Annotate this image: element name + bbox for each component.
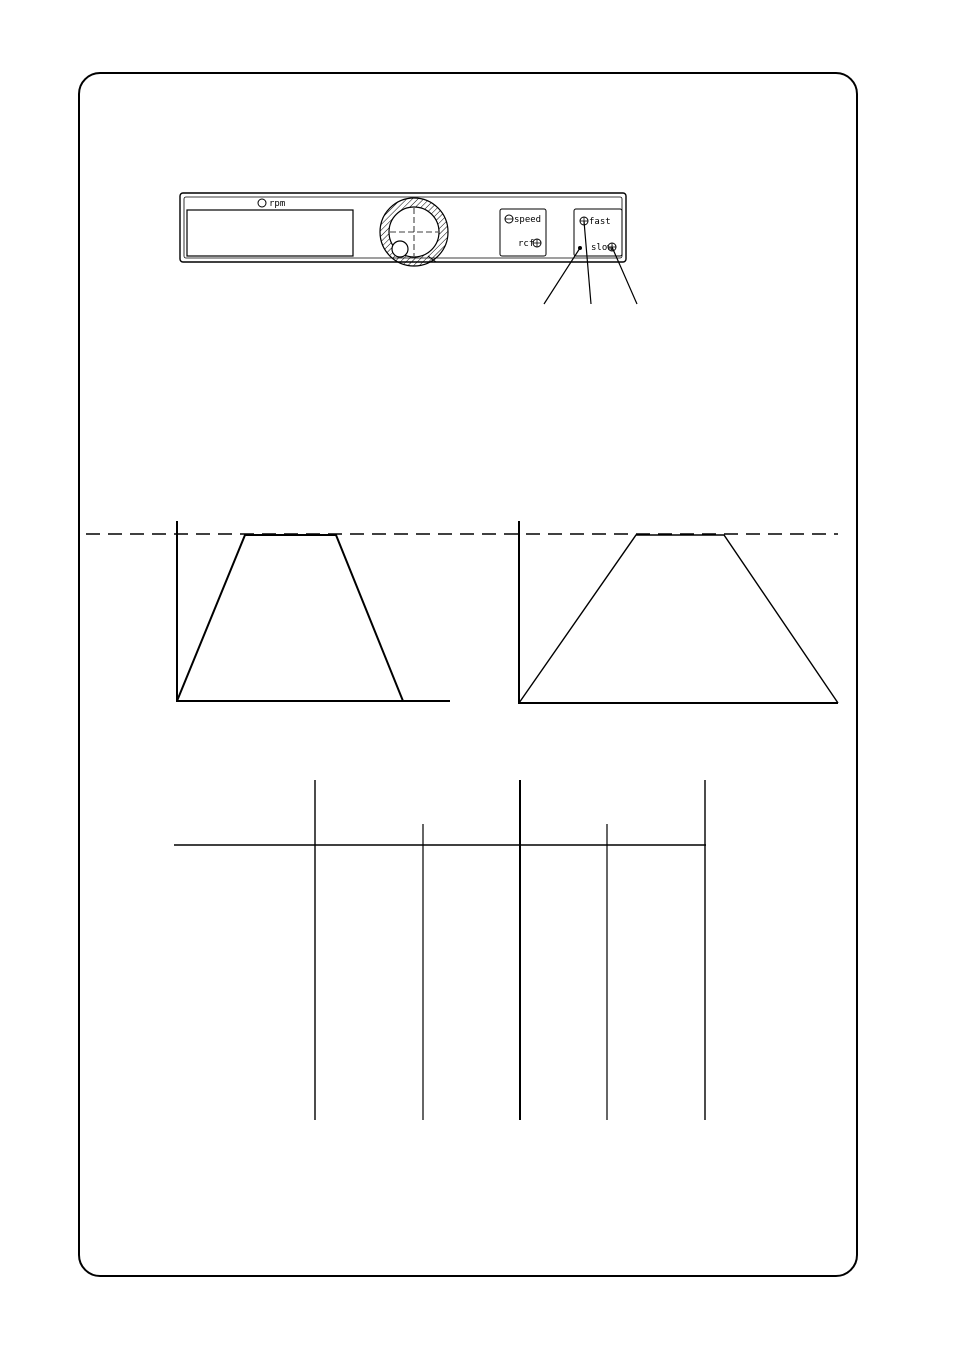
- display-window: [187, 210, 353, 256]
- rpm-indicator-icon: [258, 199, 266, 207]
- profile-fast: [177, 521, 450, 702]
- speed-label: speed: [514, 215, 542, 225]
- callout-line-led: [544, 248, 580, 304]
- slow-label: slow: [591, 243, 613, 253]
- callout-line-slow: [612, 247, 637, 304]
- rcf-label: rcf: [518, 239, 535, 249]
- speed-button[interactable]: [505, 215, 541, 225]
- control-panel: [180, 193, 637, 304]
- speed-knob[interactable]: [380, 198, 448, 266]
- profile-fast-curve: [177, 535, 403, 701]
- rcf-button[interactable]: [518, 239, 541, 249]
- knob-grip-icon: [392, 241, 408, 257]
- rpm-label: rpm: [269, 199, 286, 209]
- fast-label: fast: [589, 217, 611, 227]
- settings-table: [174, 780, 706, 1120]
- profile-slow-curve: [519, 535, 838, 703]
- profile-slow: [519, 521, 838, 704]
